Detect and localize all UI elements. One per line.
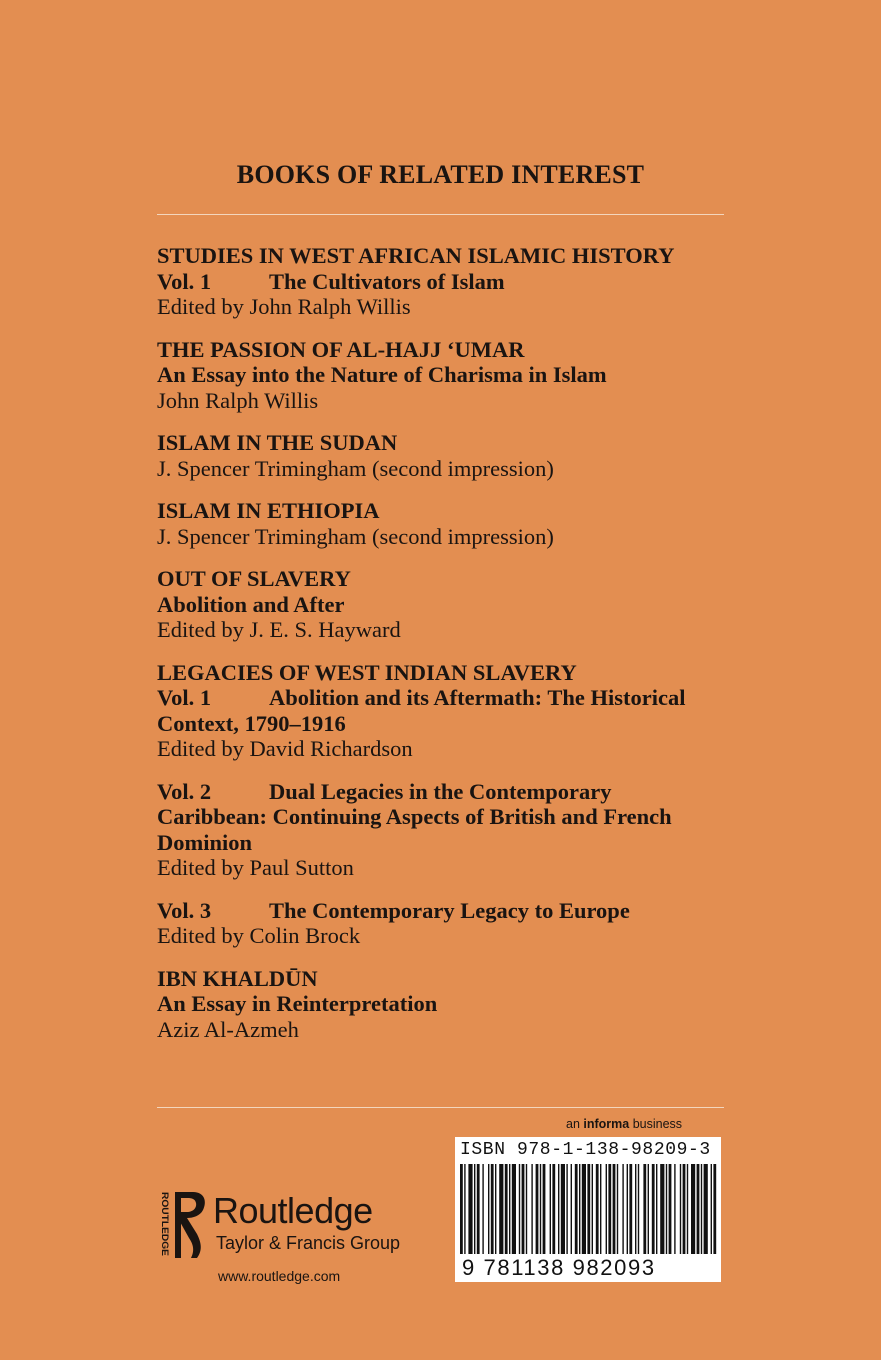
- barcode-bar: [656, 1164, 657, 1254]
- barcode-bar: [704, 1164, 708, 1254]
- barcode-bar: [669, 1164, 672, 1254]
- book-author: Edited by John Ralph Willis: [157, 294, 411, 319]
- book-entry: [157, 660, 737, 762]
- book-entry: [157, 337, 737, 414]
- barcode-bar: [643, 1164, 646, 1254]
- barcode-bar: [522, 1164, 525, 1254]
- barcode-bar: [468, 1164, 472, 1254]
- barcode-bar: [627, 1164, 628, 1254]
- book-subtitle: [157, 898, 737, 924]
- book-subtitle: An Essay in Reinterpretation: [157, 991, 438, 1016]
- bottom-divider: [157, 1107, 724, 1108]
- book-author: Aziz Al-Azmeh: [157, 1016, 299, 1042]
- book-list: [157, 243, 737, 1059]
- volume-label: Vol. 2: [157, 778, 212, 804]
- page-heading: BOOKS OF RELATED INTEREST: [236, 160, 645, 189]
- barcode-bar: [648, 1164, 649, 1254]
- barcode-bar: [680, 1164, 681, 1254]
- barcode-bar: [571, 1164, 572, 1254]
- book-subtitle: Caribbean: Continuing Aspects of British and French: [157, 804, 672, 829]
- barcode-bar: [499, 1164, 503, 1254]
- barcode-bar: [701, 1164, 702, 1254]
- book-title: THE PASSION OF AL-HAJJ ‘UMAR: [157, 336, 525, 362]
- book-author: Edited by Paul Sutton: [157, 855, 354, 880]
- volume-label: Vol. 1: [157, 685, 212, 710]
- book-entry: [157, 243, 737, 320]
- book-title: LEGACIES OF WEST INDIAN SLAVERY: [157, 659, 577, 685]
- book-entry: [157, 498, 737, 549]
- barcode-bar: [491, 1164, 494, 1254]
- barcode-bar: [477, 1164, 480, 1254]
- barcode-bar: [579, 1164, 580, 1254]
- volume-label: Vol. 1: [157, 268, 212, 294]
- book-entry: [157, 430, 737, 481]
- book-subtitle: [157, 779, 737, 805]
- barcode-bar: [629, 1164, 632, 1254]
- book-author: [157, 456, 737, 482]
- ean-digits: 9 781138 982093: [462, 1255, 656, 1280]
- barcode-bar: [587, 1164, 590, 1254]
- barcode-bar: [552, 1164, 555, 1254]
- barcode-bar: [635, 1164, 636, 1254]
- subtitle-text: The Contemporary Legacy to Europe: [269, 897, 630, 923]
- barcode-bar: [543, 1164, 546, 1254]
- informa-tagline: [566, 1117, 682, 1131]
- barcode-bar: [683, 1164, 686, 1254]
- barcode-bar: [674, 1164, 675, 1254]
- publisher-website: www.routledge.com: [218, 1268, 341, 1284]
- edition-note: (second impression): [372, 523, 554, 549]
- barcode-bar: [582, 1164, 586, 1254]
- book-subtitle: [157, 269, 737, 295]
- logo-spine-text: ROUTLEDGE: [160, 1192, 170, 1249]
- barcode-bar: [638, 1164, 639, 1254]
- subtitle-text: Dual Legacies in the Contemporary: [269, 778, 612, 804]
- barcode-bar: [606, 1164, 607, 1254]
- barcode-bar: [519, 1164, 520, 1254]
- informa-prefix: an: [566, 1117, 580, 1131]
- barcode-bar: [617, 1164, 618, 1254]
- barcode-bar: [550, 1164, 551, 1254]
- book-subtitle: Abolition and After: [157, 591, 345, 617]
- book-author: Edited by Colin Brock: [157, 923, 361, 948]
- barcode-bar: [505, 1164, 508, 1254]
- edition-note: (second impression): [372, 455, 554, 481]
- barcode-bar: [608, 1164, 611, 1254]
- barcode-bar: [660, 1164, 664, 1254]
- barcode-bar: [509, 1164, 510, 1254]
- barcode-bar: [482, 1164, 483, 1254]
- book-author: Edited by J. E. S. Hayward: [157, 617, 401, 642]
- barcode-bar: [531, 1164, 532, 1254]
- isbn-label: ISBN 978-1-138-98209-3: [460, 1140, 711, 1160]
- book-title: OUT OF SLAVERY: [157, 566, 351, 591]
- barcode: [458, 1164, 720, 1256]
- barcode-bar: [512, 1164, 516, 1254]
- book-entry: [157, 898, 737, 949]
- barcode-bar: [600, 1164, 601, 1254]
- informa-brand: informa: [583, 1117, 630, 1131]
- book-title: ISLAM IN THE SUDAN: [157, 430, 398, 455]
- book-author: Edited by David Richardson: [157, 736, 413, 761]
- barcode-bar: [613, 1164, 616, 1254]
- book-subtitle: [157, 685, 737, 711]
- barcode-bar: [488, 1164, 489, 1254]
- barcode-bar: [697, 1164, 700, 1254]
- barcode-bar: [713, 1164, 716, 1254]
- barcode-bar: [540, 1164, 541, 1254]
- barcode-bar: [561, 1164, 565, 1254]
- book-author: John Ralph Willis: [157, 387, 319, 413]
- book-subtitle: An Essay into the Nature of Charisma in Islam: [157, 362, 607, 387]
- barcode-bar: [460, 1164, 463, 1254]
- publisher-name: Routledge: [213, 1190, 373, 1231]
- barcode-bar: [596, 1164, 599, 1254]
- barcode-bar: [566, 1164, 567, 1254]
- subtitle-text: The Cultivators of Islam: [269, 268, 505, 294]
- barcode-bar: [495, 1164, 496, 1254]
- subtitle-text: Abolition and its Aftermath: The Historical: [269, 685, 686, 710]
- barcode-bar: [622, 1164, 623, 1254]
- book-title: ISLAM IN ETHIOPIA: [157, 498, 380, 523]
- barcode-bar: [558, 1164, 559, 1254]
- barcode-bar: [474, 1164, 475, 1254]
- book-title: IBN KHALDŪN: [157, 965, 318, 991]
- barcode-bar: [711, 1164, 712, 1254]
- book-subtitle: Dominion: [157, 829, 253, 855]
- top-divider: [157, 214, 724, 215]
- book-subtitle: Context, 1790–1916: [157, 710, 346, 736]
- volume-label: Vol. 3: [157, 897, 212, 923]
- barcode-bar: [536, 1164, 539, 1254]
- book-title: STUDIES IN WEST AFRICAN ISLAMIC HISTORY: [157, 243, 675, 268]
- barcode-bar: [687, 1164, 688, 1254]
- book-entry: [157, 966, 737, 1043]
- barcode-bar: [652, 1164, 655, 1254]
- barcode-bar: [464, 1164, 465, 1254]
- informa-suffix: business: [632, 1117, 683, 1131]
- routledge-logo-icon: [153, 1190, 209, 1260]
- publisher-group: Taylor & Francis Group: [216, 1233, 401, 1253]
- barcode-bar: [666, 1164, 667, 1254]
- barcode-bar: [691, 1164, 695, 1254]
- author-name: J. Spencer Trimingham: [157, 455, 367, 481]
- barcode-bar: [592, 1164, 593, 1254]
- book-entry: [157, 566, 737, 643]
- barcode-bar: [526, 1164, 527, 1254]
- book-author: [157, 524, 737, 550]
- author-name: J. Spencer Trimingham: [157, 523, 367, 549]
- book-entry: [157, 779, 737, 881]
- barcode-bar: [575, 1164, 578, 1254]
